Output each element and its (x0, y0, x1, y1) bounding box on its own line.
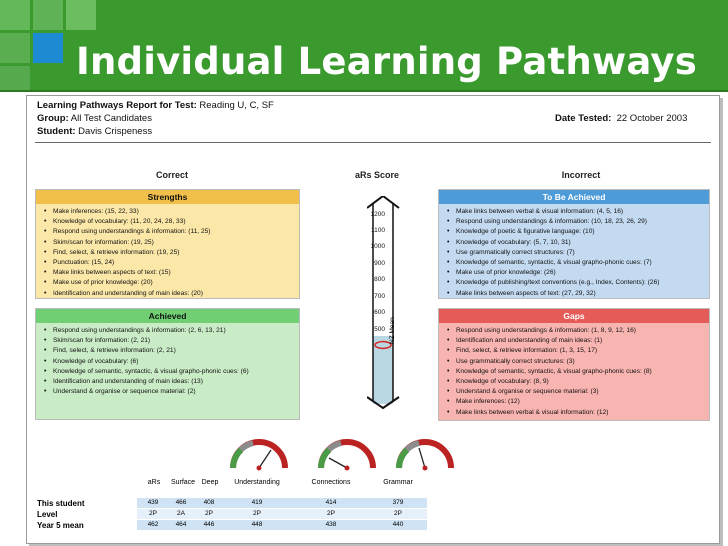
table-cell: 2P (205, 510, 213, 517)
report-frame (26, 95, 720, 544)
list-item: • Knowledge of semantic, syntactic, & visual grapho-phonic cues: (7) (447, 259, 652, 267)
score-tick: 1000 (370, 243, 385, 250)
list-item: • Knowledge of vocabulary: (6) (44, 357, 139, 365)
list-item: • Respond using understandings & information: (10, 18, 23, 26, 29) (447, 218, 647, 226)
arrow-up-head (367, 196, 399, 208)
list-item: • Make use of prior knowledge: (20) (44, 279, 153, 287)
gaps-panel (438, 308, 710, 421)
table-cell: 2P (149, 510, 157, 517)
table-cell: 2P (253, 510, 261, 517)
score-tick: 1200 (370, 211, 385, 218)
score-arrow (367, 196, 407, 410)
row-label: Level (37, 510, 58, 519)
score-heading: aRs Score (354, 170, 400, 180)
score-tick: 800 (374, 276, 385, 283)
list-item: • Respond using understandings & information: (2, 6, 13, 21) (44, 327, 226, 334)
list-item: • Knowledge of vocabulary: (8, 9) (447, 378, 549, 386)
date-line (555, 113, 687, 124)
strengths-panel (35, 189, 300, 299)
table-cell: 414 (325, 499, 337, 506)
decor-square-blue (33, 33, 63, 63)
strengths-title: Strengths (36, 190, 299, 204)
table-cell: 446 (203, 521, 215, 528)
row-label: Year 5 mean (37, 521, 84, 530)
to-be-achieved-list (439, 204, 709, 301)
list-item: • Find, select, & retrieve information: (2, 21) (44, 347, 176, 355)
list-item: • Skim/scan for information: (19, 25) (44, 238, 154, 246)
table-cell: 464 (175, 521, 187, 528)
strengths-list (36, 204, 299, 301)
col-header: Surface (170, 479, 196, 486)
list-item: • Skim/scan for information: (2, 21) (44, 337, 151, 345)
table-cell: 379 (392, 499, 404, 506)
score-tick: 1100 (371, 227, 385, 234)
list-item: • Make links between verbal & visual information: (4, 5, 16) (447, 208, 624, 215)
col-header: Connections (311, 479, 351, 486)
achieved-title: Achieved (36, 309, 299, 323)
decor-square (33, 0, 63, 30)
list-item: • Use grammatically correct structures: (7) (447, 248, 575, 256)
gaps-list (439, 323, 709, 420)
student-label: Student: (37, 126, 76, 137)
table-cell: 466 (175, 499, 187, 506)
list-item: • Identification and understanding of main ideas: (20) (44, 289, 203, 297)
group-label: Group: (37, 113, 69, 124)
col-header: aRs (147, 479, 161, 486)
correct-heading: Correct (155, 170, 188, 180)
table-cell: 408 (203, 499, 215, 506)
table-cell: 439 (147, 499, 159, 506)
list-item: • Understand & organise or sequence material: (3) (447, 388, 599, 396)
student-value: Davis Crispeness (78, 126, 153, 137)
score-tick: 600 (374, 309, 385, 316)
table-cell: 2P (394, 510, 402, 517)
list-item: • Respond using understandings & information: (11, 25) (44, 228, 211, 236)
group-line (37, 113, 152, 124)
achieved-list (36, 323, 299, 399)
test-value: Reading U, C, SF (199, 100, 274, 111)
list-item: • Knowledge of semantic, syntactic, & visual grapho-phonic cues: (6) (44, 367, 249, 375)
decor-square (0, 0, 30, 30)
gauge-grammar-icon (399, 442, 451, 471)
test-label: Learning Pathways Report for Test: (37, 100, 197, 111)
table-cell: 2P (327, 510, 335, 517)
header-separator (35, 142, 711, 143)
decor-square (0, 33, 30, 63)
list-item: • Respond using understandings & information: (1, 8, 9, 12, 16) (447, 327, 636, 334)
score-tick: 700 (374, 293, 385, 300)
list-item: • Knowledge of publishing/text conventions (e.g., Index, Contents): (26) (447, 279, 660, 287)
to-be-achieved-panel (438, 189, 710, 299)
table-cell: 438 (325, 521, 337, 528)
list-item: • Make links between aspects of text: (15) (44, 269, 171, 277)
date-label: Date Tested: (555, 113, 612, 124)
header-divider (0, 90, 728, 92)
list-item: • Find, select, & retrieve information: (1, 3, 15, 17) (447, 347, 598, 355)
group-value: All Test Candidates (70, 113, 152, 124)
list-item: • Punctuation: (15, 24) (44, 259, 115, 267)
list-item: • Knowledge of vocabulary: (11, 20, 24, 28, 33) (44, 218, 186, 226)
title-banner (0, 0, 728, 92)
list-item: • Use grammatically correct structures: (3) (447, 357, 575, 365)
list-item: • Knowledge of vocabulary: (5, 7, 10, 31) (447, 238, 571, 246)
list-item: • Understand & organise or sequence material: (2) (44, 388, 196, 396)
score-tick: 900 (374, 260, 385, 267)
table-cell: 2A (177, 510, 185, 517)
to-be-achieved-title: To Be Achieved (439, 190, 709, 204)
gauges (227, 436, 517, 476)
table-cell: 419 (251, 499, 263, 506)
table-cell: 440 (392, 521, 404, 528)
score-tick: 500 (374, 326, 385, 333)
list-item: • Identification and understanding of main ideas: (13) (44, 378, 203, 386)
table-cell: 462 (147, 521, 159, 528)
decor-square (66, 0, 96, 30)
col-header: Grammar (383, 479, 413, 486)
list-item: • Knowledge of semantic, syntactic, & visual grapho-phonic cues: (8) (447, 367, 652, 375)
list-item: • Knowledge of poetic & figurative language: (10) (447, 228, 595, 236)
date-value: 22 October 2003 (616, 113, 688, 124)
col-header: Deep (201, 479, 219, 486)
nz-mean-label: NZ Mean (389, 317, 396, 344)
score-table (137, 497, 427, 531)
gaps-title: Gaps (439, 309, 709, 323)
student-line (37, 126, 152, 137)
list-item: • Make inferences: (15, 22, 33) (44, 208, 139, 215)
decor-square (0, 66, 30, 90)
list-item: • Make links between aspects of text: (27, 29, 32) (447, 289, 596, 297)
col-header: Understanding (234, 479, 280, 486)
table-cell: 448 (251, 521, 263, 528)
list-item: • Find, select, & retrieve information: (19, 25) (44, 248, 180, 256)
incorrect-heading: Incorrect (561, 170, 601, 180)
achieved-panel (35, 308, 300, 420)
row-label: This student (37, 499, 85, 508)
gauge-understanding-icon (233, 442, 285, 471)
gauge-connections-icon (321, 442, 373, 471)
list-item: • Make links between verbal & visual information: (12) (447, 408, 609, 416)
test-line (37, 100, 274, 111)
list-item: • Identification and understanding of main ideas: (1) (447, 337, 603, 345)
page-title: Individual Learning Pathways (76, 40, 697, 83)
list-item: • Make inferences: (12) (447, 398, 520, 406)
list-item: • Make use of prior knowledge: (26) (447, 269, 556, 277)
